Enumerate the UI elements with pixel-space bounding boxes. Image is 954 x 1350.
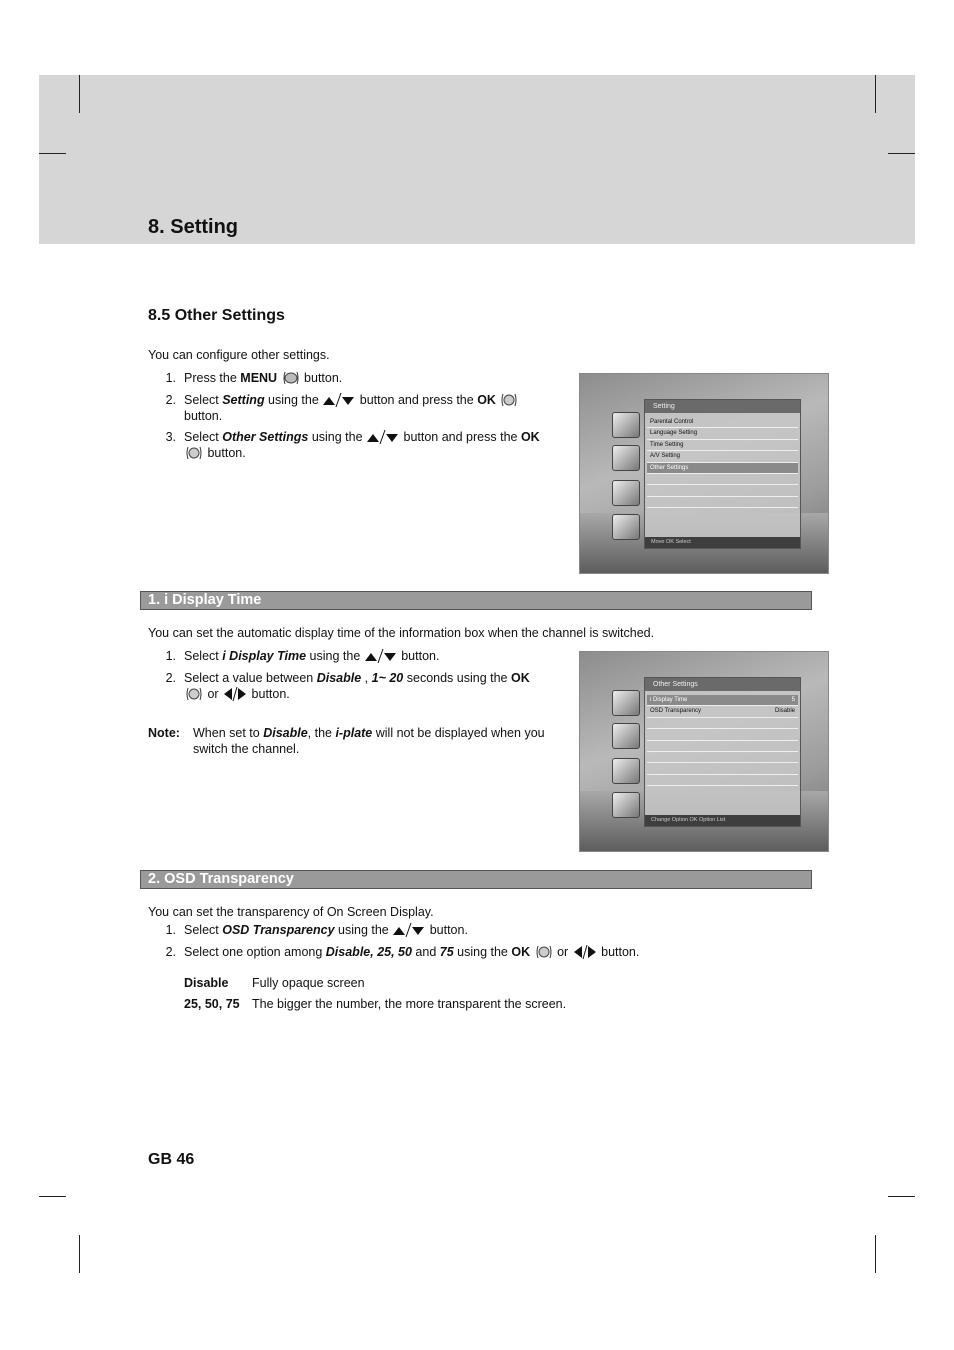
crop-mark <box>79 75 80 113</box>
crop-mark <box>888 153 915 154</box>
panel-footer: Move OK Select <box>645 537 800 548</box>
crop-mark <box>39 153 66 154</box>
display-time-step-2: 2. Select a value between Disable , 1~ 20 seconds using the OK or button. <box>165 671 530 701</box>
display-time-intro: You can set the automatic display time of the information box when the channel is switched. <box>148 626 655 640</box>
menu-item: Parental Control <box>647 417 798 428</box>
menu-category-icon <box>612 412 640 438</box>
crop-mark <box>875 1235 876 1273</box>
up-down-arrow-icon <box>364 648 398 664</box>
menu-category-icon <box>612 758 640 784</box>
panel-title: Setting <box>645 400 800 413</box>
display-time-step-1: 1. Select i Display Time using the button. <box>165 649 440 663</box>
setting-row-osd-transparency: OSD Transparency Disable <box>647 706 798 717</box>
up-down-arrow-icon <box>366 429 400 445</box>
menu-category-icon <box>612 690 640 716</box>
osd-step-2: 2. Select one option among Disable, 25, 50 and 75 using the OK or button. <box>165 945 640 959</box>
menu-button-icon <box>282 370 300 386</box>
menu-category-icon <box>612 445 640 471</box>
crop-mark <box>888 1196 915 1197</box>
crop-mark <box>875 75 876 113</box>
note: Note: When set to Disable, the i-plate will not be displayed when you switch the channel. <box>148 726 545 756</box>
ok-button-icon <box>535 944 553 960</box>
menu-category-icon <box>612 723 640 749</box>
left-right-arrow-icon <box>572 944 598 960</box>
step-2: 2. Select Setting using the button and press the OK button. <box>148 392 558 424</box>
ok-button-icon <box>185 445 203 461</box>
menu-item: A/V Setting <box>647 451 798 462</box>
crop-mark <box>79 1235 80 1273</box>
step-1: 1. Press the MENU button. <box>165 371 343 385</box>
crop-mark <box>39 1196 66 1197</box>
left-right-arrow-icon <box>222 686 248 702</box>
other-settings-screenshot <box>579 651 829 852</box>
option-row: 25, 50, 75 The bigger the number, the more transparent the screen. <box>184 997 567 1011</box>
setting-row-display-time: i Display Time 5 <box>647 695 798 706</box>
section-bar-osd-transparency: 2. OSD Transparency <box>140 870 812 889</box>
panel-title: Other Settings <box>645 678 800 691</box>
ok-button-icon <box>500 392 518 408</box>
menu-item: Time Setting <box>647 440 798 451</box>
step-3: 3. Select Other Settings using the button and press the OK button. <box>165 430 540 460</box>
setting-menu-screenshot <box>579 373 829 574</box>
osd-intro: You can set the transparency of On Screen Display. <box>148 905 434 919</box>
menu-item: Language Setting <box>647 428 798 439</box>
menu-item-selected: Other Settings <box>647 463 798 474</box>
menu-category-icon <box>612 480 640 506</box>
section-title: 8.5 Other Settings <box>148 307 285 324</box>
section-bar-display-time: 1. i Display Time <box>140 591 812 610</box>
up-down-arrow-icon <box>392 922 426 938</box>
ok-button-icon <box>185 686 203 702</box>
option-row: Disable Fully opaque screen <box>184 976 365 990</box>
menu-category-icon <box>612 792 640 818</box>
other-settings-panel <box>644 677 801 827</box>
page-number: GB 46 <box>148 1151 195 1168</box>
osd-step-1: 1. Select OSD Transparency using the button. <box>165 923 468 937</box>
panel-footer: Change Option OK Option List <box>645 815 800 826</box>
setting-panel <box>644 399 801 549</box>
menu-category-icon <box>612 514 640 540</box>
section-intro: You can configure other settings. <box>148 348 330 362</box>
chapter-title: 8. Setting <box>148 216 239 238</box>
up-down-arrow-icon <box>322 392 356 408</box>
